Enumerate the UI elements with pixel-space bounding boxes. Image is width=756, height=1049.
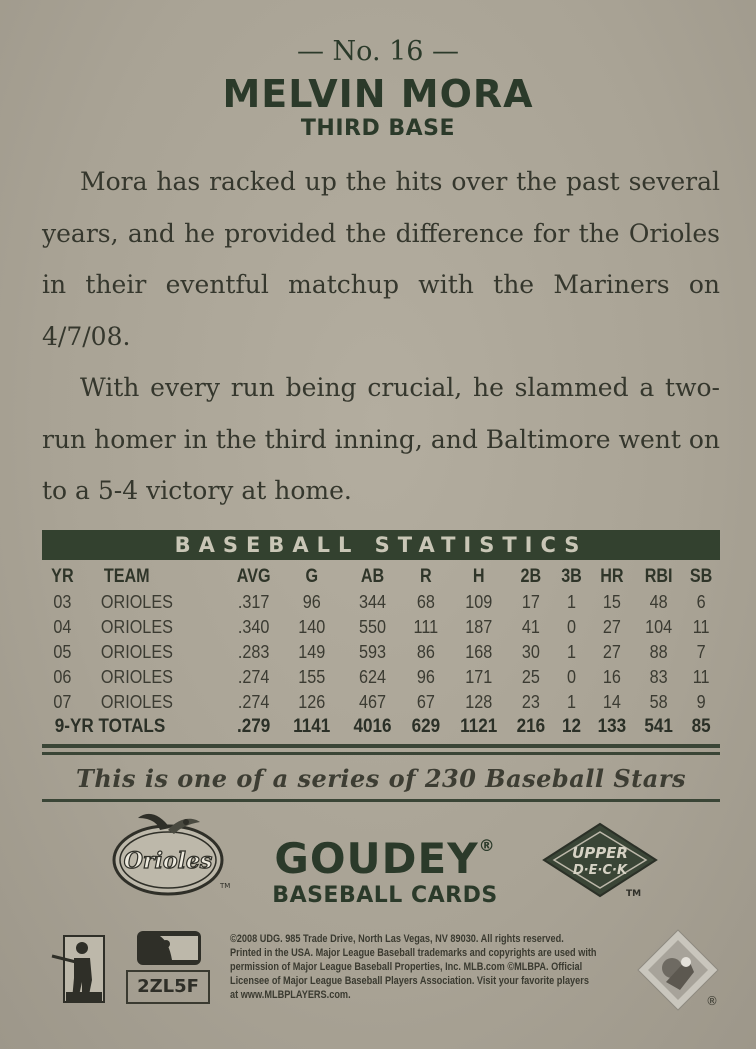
series-text: This is one of a series of 230 Baseball Stars (76, 764, 686, 793)
brand-subtitle: BASEBALL CARDS (272, 883, 498, 908)
stats-cell: 149 (298, 641, 326, 662)
legal-line: ©2008 UDG. 985 Trade Drive, North Las Vegas, NV 89030. All rights reserved. (230, 933, 564, 945)
legal-text (230, 933, 624, 1003)
stats-cell: 104 (644, 616, 672, 637)
stats-cell: 0 (566, 616, 576, 637)
stats-cell: 593 (358, 641, 386, 662)
stats-cell: 41 (521, 616, 540, 637)
tm-mark: TM (220, 882, 231, 890)
stats-cell: ORIOLES (100, 666, 173, 687)
col-header: RBI (644, 566, 673, 587)
col-header: YR (51, 566, 74, 587)
bio-paragraph: With every run being crucial, he slammed a two-run homer in the third inning, and Baltimore went on to a 5-4 victory at home. (42, 373, 720, 505)
stats-cell: 126 (298, 691, 326, 712)
stats-cell: 88 (649, 641, 668, 662)
col-header: TEAM (103, 566, 150, 587)
stats-cell: .283 (237, 641, 270, 662)
stats-cell: 27 (602, 641, 621, 662)
totals-cell: 1141 (293, 716, 331, 737)
player-silhouette-icon (48, 930, 114, 1010)
stats-cell: .317 (237, 591, 270, 612)
stats-cell: 168 (464, 641, 492, 662)
stats-cell: 58 (649, 691, 668, 712)
ud-logo-line2: D·E·C·K (572, 863, 628, 878)
col-header: AB (360, 566, 384, 587)
stats-cell: 05 (53, 641, 72, 662)
col-header: G (305, 566, 319, 587)
brand-reg-mark: ® (478, 836, 496, 855)
brand-name-text: GOUDEY (274, 834, 479, 883)
tm-mark: TM (626, 889, 642, 899)
divider-rule (42, 752, 720, 755)
stats-cell: 109 (464, 591, 492, 612)
brand-name (250, 822, 520, 883)
totals-label: 9-YR TOTALS (54, 716, 166, 737)
totals-cell: 4016 (353, 716, 392, 737)
stats-cell: 1 (566, 591, 576, 612)
card-number: — No. 16 — (296, 36, 460, 67)
stats-cell: 171 (464, 666, 492, 687)
stats-cell: 16 (602, 666, 621, 687)
divider-rule (42, 799, 720, 802)
stats-cell: 7 (696, 641, 706, 662)
stats-cell: .274 (237, 691, 270, 712)
orioles-logo-icon (108, 808, 231, 908)
stats-row (42, 664, 720, 689)
stats-totals-row (42, 714, 720, 739)
mlb-logo-icon (136, 930, 202, 966)
totals-cell: 85 (691, 716, 711, 737)
legal-line: Printed in the USA. Major League Baseball trademarks and copyrights are used with (230, 946, 597, 959)
stats-row (42, 589, 720, 614)
stats-cell: 1 (566, 641, 576, 662)
stats-cell: 96 (416, 666, 435, 687)
bio-paragraph: Mora has racked up the hits over the past several years, and he provided the difference for the Orioles in their eventful matchup with the Mariners on 4/7/08. (42, 167, 720, 351)
stats-row (42, 639, 720, 664)
stats-cell: 9 (696, 691, 706, 712)
stats-cell: 15 (602, 591, 621, 612)
legal-line: permission of Major League Baseball Properties, Inc. MLB.com ©MLBPA. Official (230, 960, 583, 973)
col-header: HR (600, 566, 624, 587)
stats-row (42, 614, 720, 639)
stats-cell: 27 (602, 616, 621, 637)
player-name: MELVIN MORA (222, 72, 534, 116)
stats-cell: 344 (358, 591, 386, 612)
bio-text (42, 156, 720, 517)
player-position: THIRD BASE (300, 116, 456, 141)
orioles-logo-text: Orioles (123, 848, 213, 874)
stats-cell: 25 (521, 666, 540, 687)
stats-cell: ORIOLES (100, 616, 173, 637)
stats-cell: 83 (649, 666, 668, 687)
stats-cell: 17 (521, 591, 540, 612)
stats-cell: 23 (521, 691, 540, 712)
totals-cell: 12 (561, 716, 581, 737)
stats-cell: .340 (237, 616, 270, 637)
stats-cell: 86 (416, 641, 435, 662)
totals-cell: .279 (237, 716, 271, 737)
stats-table (42, 564, 720, 739)
stats-cell: 07 (53, 691, 72, 712)
stats-title-bar: BASEBALL STATISTICS (42, 530, 720, 560)
stats-cell: ORIOLES (100, 641, 173, 662)
stats-cell: 06 (53, 666, 72, 687)
stats-cell: 550 (358, 616, 386, 637)
totals-cell: 629 (411, 716, 440, 737)
col-header: AVG (236, 566, 271, 587)
stats-cell: 14 (602, 691, 621, 712)
upper-deck-logo-icon (540, 820, 660, 900)
col-header: H (472, 566, 485, 587)
legal-line: Licensee of Major League Baseball Players Association. Visit your favorite players (230, 974, 589, 987)
stats-cell: 187 (464, 616, 492, 637)
stats-cell: 624 (358, 666, 386, 687)
totals-cell: 216 (516, 716, 546, 737)
stats-cell: 96 (303, 591, 322, 612)
stats-cell: 68 (416, 591, 435, 612)
totals-cell: 541 (643, 716, 673, 737)
ud-logo-line1: UPPER (572, 844, 628, 862)
stats-cell: 30 (521, 641, 540, 662)
stats-header-row (42, 564, 720, 589)
col-header: SB (689, 566, 713, 587)
goudey-brand (250, 822, 520, 908)
stats-cell: 11 (692, 616, 710, 637)
stats-cell: 111 (413, 616, 439, 637)
stats-cell: ORIOLES (100, 591, 173, 612)
stats-cell: 467 (358, 691, 386, 712)
stats-cell: 6 (696, 591, 706, 612)
stats-cell: 0 (566, 666, 576, 687)
col-header: 3B (560, 566, 582, 587)
stats-cell: 155 (298, 666, 326, 687)
legal-line: at www.MLBPLAYERS.com. (230, 988, 351, 1001)
stats-cell: 04 (53, 616, 72, 637)
card-code: 2ZL5F (126, 970, 210, 1004)
stats-body (42, 589, 720, 739)
stats-cell: .274 (237, 666, 270, 687)
stats-cell: 140 (298, 616, 326, 637)
stats-cell: 1 (566, 691, 576, 712)
stats-cell: ORIOLES (100, 691, 173, 712)
stats-cell: 48 (649, 591, 668, 612)
col-header: R (419, 566, 432, 587)
divider-rule (42, 744, 720, 748)
stats-row (42, 689, 720, 714)
stats-cell: 11 (692, 666, 710, 687)
reg-mark: ® (706, 994, 718, 1008)
stats-cell: 67 (416, 691, 435, 712)
stats-cell: 03 (53, 591, 72, 612)
stats-cell: 128 (464, 691, 492, 712)
totals-cell: 133 (597, 716, 626, 737)
totals-cell: 1121 (459, 716, 497, 737)
col-header: 2B (520, 566, 542, 587)
